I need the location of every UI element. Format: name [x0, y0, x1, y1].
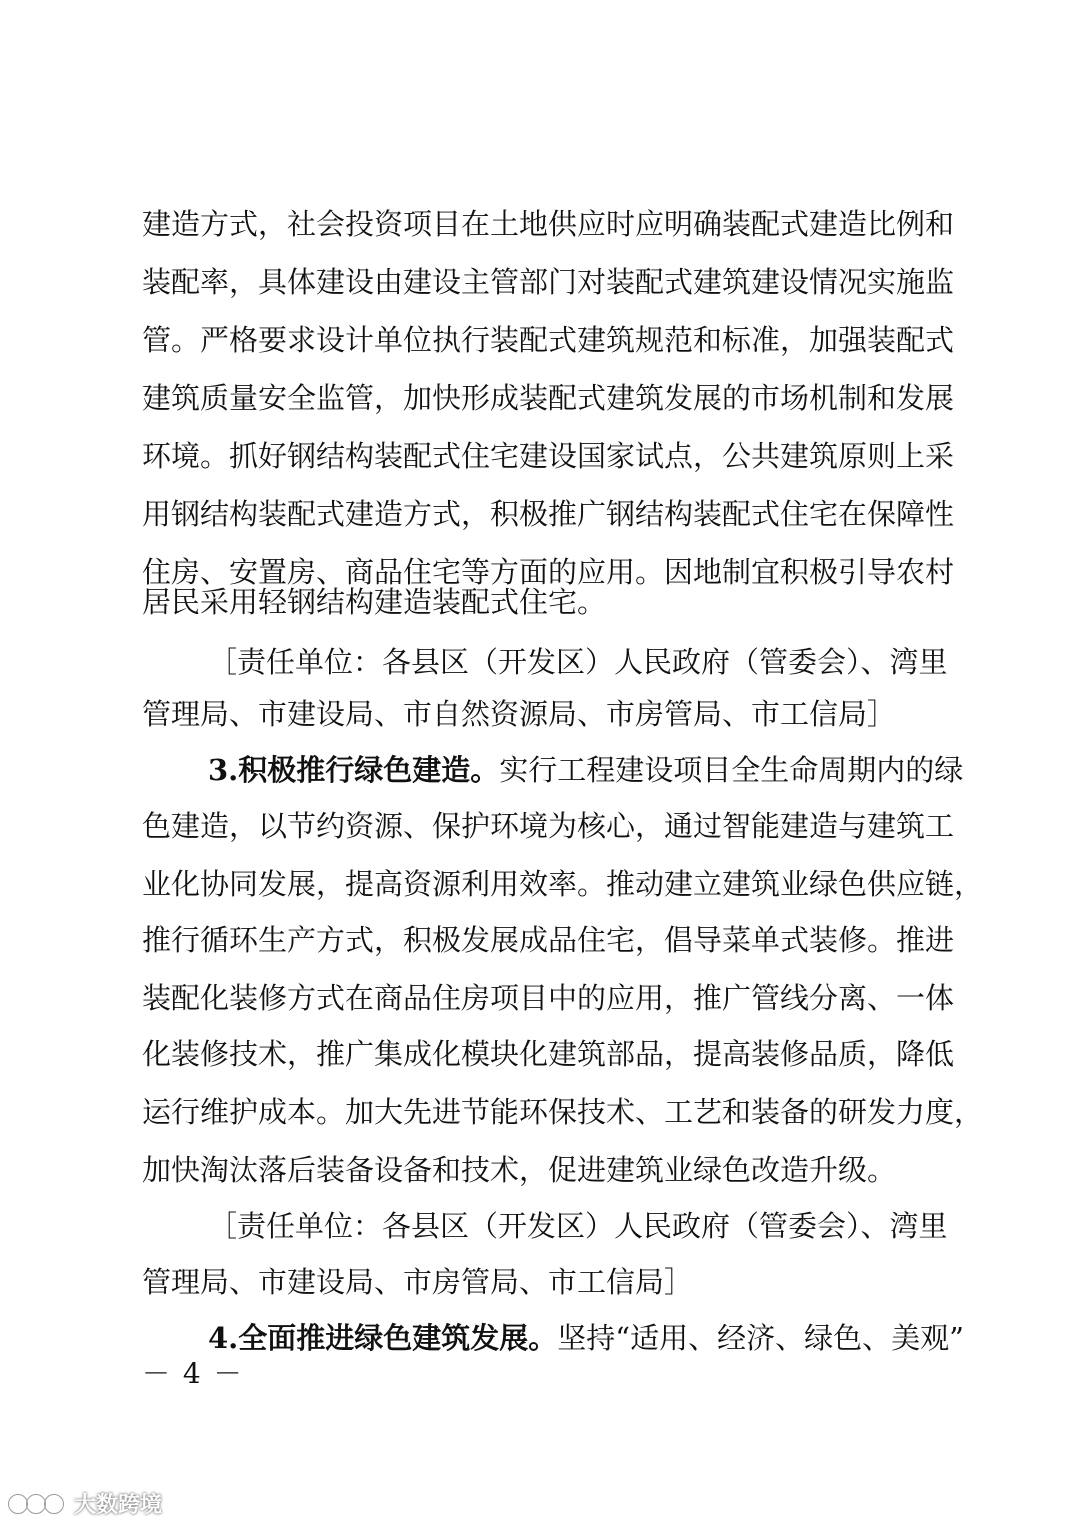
watermark	[8, 1486, 162, 1520]
text-line: 装配化装修方式在商品住房项目中的应用，推广管线分离、一体	[142, 981, 955, 1015]
text-line: 居民采用轻钢结构建造装配式住宅。	[142, 585, 607, 619]
page-number: － 4 －	[142, 1357, 244, 1390]
text-line: 装配率，具体建设由建设主管部门对装配式建筑建设情况实施监	[142, 265, 955, 299]
text-line: 化装修技术，推广集成化模块化建筑部品，提高装修品质，降低	[142, 1037, 955, 1071]
text-line: 建筑质量安全监管，加快形成装配式建筑发展的市场机制和发展	[142, 381, 955, 415]
item3-heading: 3.积极推行绿色建造。	[208, 753, 500, 787]
text-line: 运行维护成本。加大先进节能环保技术、工艺和装备的研发力度，	[142, 1095, 984, 1129]
text-line: 推行循环生产方式，积极发展成品住宅，倡导菜单式装修。推进	[142, 923, 955, 957]
text-line: 管。严格要求设计单位执行装配式建筑规范和标准，加强装配式	[142, 323, 955, 357]
item3-line: 3.积极推行绿色建造。实行工程建设项目全生命周期内的绿	[208, 753, 964, 787]
text-line: 建造方式，社会投资项目在土地供应时应明确装配式建造比例和	[142, 207, 955, 241]
text-line: 业化协同发展，提高资源利用效率。推动建立建筑业绿色供应链，	[142, 867, 984, 901]
text-line: 住房、安置房、商品住宅等方面的应用。因地制宜积极引导农村	[142, 555, 955, 589]
responsibility-line: 管理局、市建设局、市自然资源局、市房管局、市工信局］	[142, 697, 897, 731]
watermark-text: 大数跨境	[74, 1492, 163, 1518]
responsibility-line: 管理局、市建设局、市房管局、市工信局］	[142, 1265, 694, 1299]
responsibility-line: ［责任单位：各县区（开发区）人民政府（管委会）、湾里	[208, 645, 948, 679]
text-line: 环境。抓好钢结构装配式住宅建设国家试点，公共建筑原则上采	[142, 439, 955, 473]
watermark-logo-icon	[8, 1490, 68, 1516]
item4-line: 4.全面推进绿色建筑发展。坚持“适用、经济、绿色、美观”	[208, 1321, 964, 1355]
responsibility-line: ［责任单位：各县区（开发区）人民政府（管委会）、湾里	[208, 1209, 948, 1243]
text-line: 用钢结构装配式建造方式，积极推广钢结构装配式住宅在保障性	[142, 497, 955, 531]
item4-heading: 4.全面推进绿色建筑发展。	[208, 1321, 558, 1355]
text-line: 加快淘汰落后装备设备和技术，促进建筑业绿色改造升级。	[142, 1153, 897, 1187]
text-line: 色建造，以节约资源、保护环境为核心，通过智能建造与建筑工	[142, 809, 955, 843]
